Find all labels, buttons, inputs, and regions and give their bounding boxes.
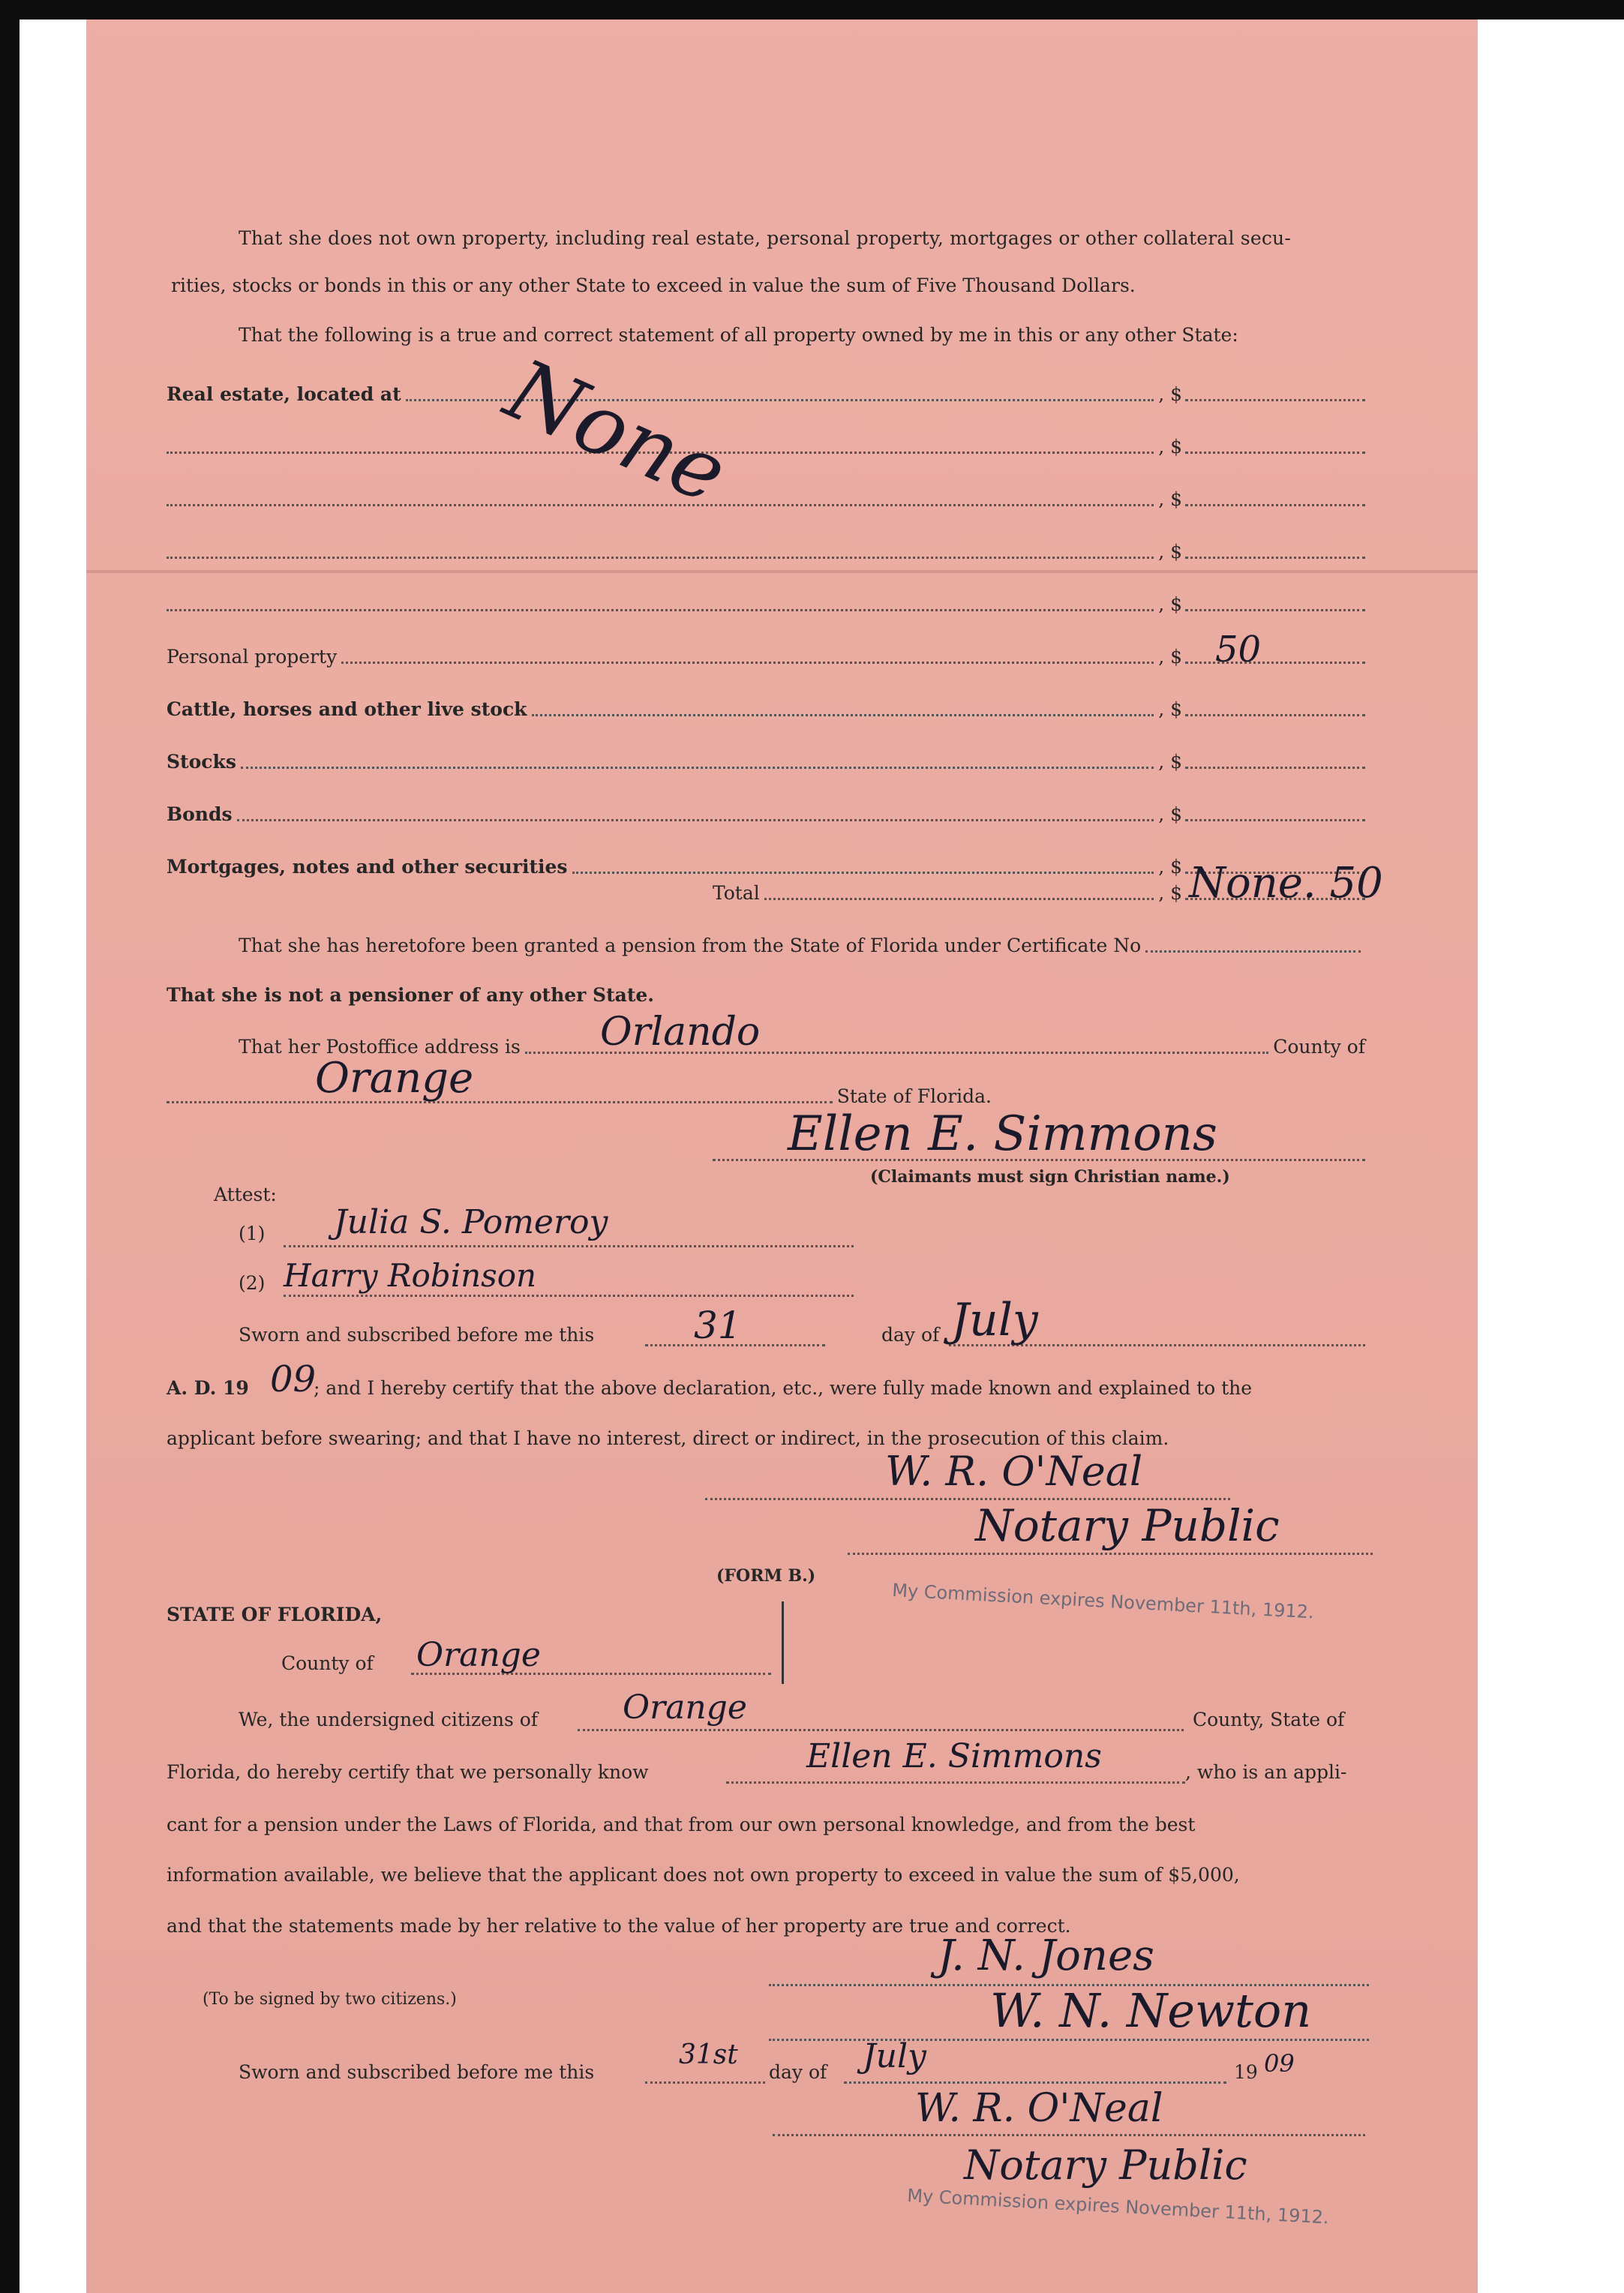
- county-value: Orange: [315, 1054, 474, 1103]
- known-person: Ellen E. Simmons: [806, 1737, 1102, 1775]
- year-value-2: 09: [1264, 2049, 1295, 2078]
- sworn-prefix: Sworn and subscribed before me this: [239, 1324, 595, 1346]
- officer-signature-2-line: [773, 2134, 1365, 2136]
- claimant-note: (Claimants must sign Christian name.): [870, 1167, 1230, 1187]
- attest1-number: (1): [239, 1223, 266, 1244]
- sworn-month: July: [951, 1294, 1038, 1346]
- two-citizens-note: (To be signed by two citizens.): [203, 1990, 457, 2009]
- handwritten-none-realestate: None: [492, 341, 741, 524]
- postoffice-prefix: That her Postoffice address is: [239, 1036, 521, 1058]
- property-row: [167, 698, 1365, 720]
- property-row-currency: , $: [1158, 436, 1182, 458]
- property-row-currency: , $: [1158, 856, 1182, 878]
- sworn2-prefix: Sworn and subscribed before me this: [239, 2061, 595, 2083]
- property-row: [167, 383, 1365, 405]
- sworn-day-of: day of: [881, 1324, 940, 1346]
- property-row-currency: , $: [1158, 383, 1182, 405]
- sworn2-month-line: [844, 2081, 1226, 2084]
- state-of-florida: State of Florida.: [836, 1085, 992, 1107]
- county-b-value: Orange: [416, 1636, 541, 1674]
- who-is: , who is an appli-: [1185, 1761, 1347, 1783]
- known-person-line: [726, 1781, 1185, 1784]
- sworn2-day: 31st: [679, 2039, 738, 2070]
- commission-stamp-2: My Commission expires November 11th, 1912.: [906, 2185, 1330, 2228]
- property-row-currency: , $: [1158, 698, 1182, 720]
- officer-title-line: [848, 1553, 1373, 1555]
- property-row-label: Personal property: [167, 646, 338, 668]
- ad-prefix: A. D. 19: [167, 1377, 249, 1399]
- property-row-currency: , $: [1158, 803, 1182, 825]
- we-county-line: [578, 1729, 1184, 1731]
- total-currency: , $: [1158, 882, 1182, 904]
- attest-label: Attest:: [214, 1184, 277, 1205]
- county-row: [167, 1085, 992, 1107]
- claimant-signature: Ellen E. Simmons: [788, 1106, 1217, 1162]
- property-row: [167, 629, 1365, 671]
- county-b-label: County of: [281, 1652, 374, 1674]
- property-row-label: Real estate, located at: [167, 383, 401, 405]
- info-line: information available, we believe that the applicant does not own property to exceed in value the sum of $5,000,: [167, 1864, 1240, 1886]
- state-heading: STATE OF FLORIDA,: [167, 1604, 383, 1625]
- property-row-currency: , $: [1158, 488, 1182, 510]
- we-prefix: We, the undersigned citizens of: [239, 1709, 539, 1730]
- scan-top-border: [0, 0, 1624, 20]
- sworn2-month: July: [863, 2037, 926, 2075]
- officer-title-2: Notary Public: [964, 2141, 1247, 2189]
- ad-year: 09: [270, 1358, 317, 1400]
- we-county-value: Orange: [623, 1688, 747, 1727]
- cant-line: cant for a pension under the Laws of Florida, and that from our own personal knowledge, and from the best: [167, 1814, 1196, 1835]
- total-value: None. 50: [1189, 859, 1383, 908]
- attest2-line: [284, 1295, 854, 1297]
- property-row: [167, 593, 1365, 615]
- property-row-label: Mortgages, notes and other securities: [167, 856, 568, 878]
- total-label: Total: [713, 882, 760, 904]
- property-row-label: Cattle, horses and other live stock: [167, 698, 527, 720]
- certify-text: ; and I hereby certify that the above declaration, etc., were fully made known and explained to the: [314, 1377, 1253, 1399]
- postoffice-value: Orlando: [600, 1010, 761, 1055]
- property-row-value: 50: [1215, 629, 1262, 671]
- property-row-currency: , $: [1158, 593, 1182, 615]
- officer-signature-2: W. R. O'Neal: [915, 2086, 1163, 2131]
- para1-line1: That she does not own property, including real estate, personal property, mortgages or other collateral secu-: [239, 227, 1291, 249]
- attest1-line: [284, 1245, 854, 1247]
- property-row: [167, 750, 1365, 773]
- officer-signature: W. R. O'Neal: [885, 1448, 1143, 1495]
- document-page: [86, 20, 1478, 2293]
- and-line: and that the statements made by her relative to the value of her property are true and correct.: [167, 1915, 1071, 1937]
- year-prefix-2: 19: [1234, 2061, 1258, 2083]
- property-row: [167, 803, 1365, 825]
- para1-line2: rities, stocks or bonds in this or any other State to exceed in value the sum of Five Thousand Dollars.: [171, 275, 1136, 296]
- county-of-label: County of: [1273, 1036, 1365, 1058]
- attest2-number: (2): [239, 1272, 266, 1294]
- sworn-day: 31: [694, 1304, 742, 1347]
- citizen-sig-2-line: [769, 2039, 1369, 2041]
- form-b-label: (FORM B.): [716, 1566, 816, 1586]
- commission-stamp-1: My Commission expires November 11th, 1912.: [891, 1580, 1315, 1623]
- applicant-text: applicant before swearing; and that I have no interest, direct or indirect, in the prosecution of this claim.: [167, 1427, 1169, 1449]
- county-state-of: County, State of: [1193, 1709, 1345, 1730]
- property-row-currency: , $: [1158, 751, 1182, 773]
- property-row: [167, 540, 1365, 563]
- officer-title: Notary Public: [975, 1500, 1280, 1551]
- property-row-label: Bonds: [167, 803, 233, 825]
- citizen-sig-2: W. N. Newton: [990, 1983, 1312, 2038]
- florida-line-prefix: Florida, do hereby certify that we personally know: [167, 1761, 649, 1783]
- scan-left-border: [0, 0, 20, 2293]
- property-row: [167, 435, 1365, 458]
- para2: That the following is a true and correct statement of all property owned by me in this or any other State:: [239, 324, 1238, 346]
- property-row-currency: , $: [1158, 646, 1182, 668]
- property-row: [167, 855, 1365, 878]
- attest1-name: Julia S. Pomeroy: [334, 1203, 608, 1241]
- property-row-label: Stocks: [167, 751, 236, 773]
- property-row: [167, 488, 1365, 510]
- pension-certificate-row: [239, 934, 1365, 956]
- pension-line: That she has heretofore been granted a pension from the State of Florida under Certificate No: [239, 935, 1142, 956]
- sworn2-day-line: [645, 2081, 765, 2084]
- not-pensioner: That she is not a pensioner of any other State.: [167, 984, 655, 1006]
- attest2-name: Harry Robinson: [284, 1257, 537, 1294]
- sworn2-day-of: day of: [769, 2061, 827, 2083]
- brace-bracket: [771, 1601, 784, 1684]
- property-row-currency: , $: [1158, 541, 1182, 563]
- citizen-sig-1: J. N. Jones: [938, 1931, 1154, 1980]
- paper-fold-line: [86, 570, 1478, 573]
